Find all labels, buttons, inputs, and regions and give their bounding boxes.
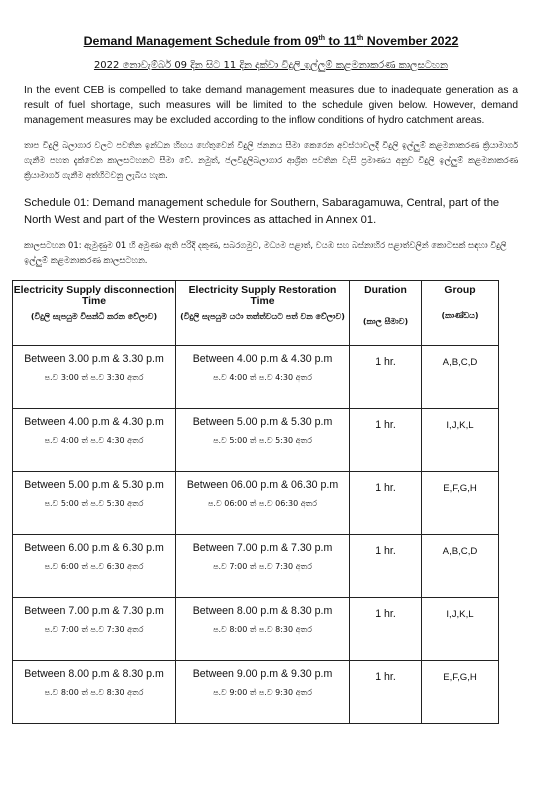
duration-value: 1 hr. bbox=[375, 545, 396, 557]
group-value: A,B,C,D bbox=[442, 546, 478, 557]
disconnection-time-en: Between 7.00 p.m & 7.30 p.m bbox=[24, 605, 164, 617]
schedule-description-si: කාලසටහන 01: ඇමුණුම 01 හි අමුණා ඇති පරිදි දකුණ, සබරගමුව, මධ්‍යම පළාත්, වයඹ සහ බස්නාහිර පළාත්වලින් කොටසක් සඳහා විදුලි ඉල්ලුම් කළමනාකරණ කාලසටහන. bbox=[24, 240, 507, 265]
disconnection-time-en: Between 6.00 p.m & 6.30 p.m bbox=[24, 542, 164, 554]
restoration-time-en: Between 5.00 p.m & 5.30 p.m bbox=[192, 416, 333, 428]
header-group bbox=[422, 281, 499, 346]
sinhala-title: 2022 නොවැම්බර් 09 දින සිට 11 දින දක්වා විදුලි ඉල්ලුම් කළමනාකරණ කාලසටහන bbox=[93, 60, 449, 71]
table-row bbox=[13, 598, 499, 661]
restoration-time-si: ප.ව 7:00 ත් ප.ව 7:30 අතර bbox=[213, 562, 312, 571]
group-cell bbox=[422, 535, 499, 598]
disconnection-time-en: Between 5.00 p.m & 5.30 p.m bbox=[24, 479, 164, 491]
restoration-time-en: Between 06.00 p.m & 06.30 p.m bbox=[186, 479, 339, 491]
restoration-time-en: Between 4.00 p.m & 4.30 p.m bbox=[192, 353, 333, 365]
restoration-cell bbox=[176, 409, 350, 472]
header-restoration-time bbox=[176, 281, 350, 346]
duration-cell bbox=[350, 409, 422, 472]
disconnection-cell bbox=[13, 598, 176, 661]
schedule-table bbox=[12, 280, 499, 724]
disconnection-time-en: Between 4.00 p.m & 4.30 p.m bbox=[24, 416, 164, 428]
disconnection-time-si: ප.ව 5:00 ත් ප.ව 5:30 අතර bbox=[44, 499, 144, 508]
duration-value: 1 hr. bbox=[375, 608, 396, 620]
schedule-description-en: Schedule 01: Demand management schedule for Southern, Sabaragamuwa, Central, part of the North West and part of the Western provinces as attached in Annex 01. bbox=[24, 197, 500, 226]
duration-cell bbox=[350, 661, 422, 724]
restoration-time-en: Between 7.00 p.m & 7.30 p.m bbox=[192, 542, 333, 554]
header-label-si: (විදුලි සැපයුම විසන්ධි කරන වේලාව) bbox=[30, 312, 158, 321]
table-header-row bbox=[13, 281, 499, 346]
intro-paragraph-si: තාප විදුලි බලාගාර වලට පවතින ඉන්ධන හිඟය හේතුවෙන් විදුලි ජනනය සීමා කෙරෙන අවස්ථාවලදී විදුලි ඉල්ලුම් කළමනාකරණ ක්‍රියාමාර්ග ගැනීම පහත දැක්වෙන කාලසටහනට සීමා වේ. නමුත්, ජලවිදුලිබලාගාර ආශ්‍රිත පවතින වැසි ප්‍රමාණය අනුව විදුලි ඉල්ලුම් කළමනාකරණ ක්‍රියාමාර්ග ගැනීම අත්හිටවනු ලැබිය හැක. bbox=[24, 140, 518, 180]
group-cell bbox=[422, 409, 499, 472]
disconnection-time-si: ප.ව 8:00 ත් ප.ව 8:30 අතර bbox=[44, 688, 144, 697]
duration-value: 1 hr. bbox=[375, 356, 396, 368]
restoration-time-en: Between 8.00 p.m & 8.30 p.m bbox=[192, 605, 333, 617]
table-row bbox=[13, 535, 499, 598]
restoration-cell bbox=[176, 598, 350, 661]
duration-cell bbox=[350, 535, 422, 598]
header-duration bbox=[350, 281, 422, 346]
document-page bbox=[13, 34, 518, 724]
header-label-si: (කාණ්ඩය) bbox=[441, 311, 479, 320]
title-part: to 11 bbox=[325, 34, 357, 48]
title-part: November 2022 bbox=[363, 34, 459, 48]
header-label: Duration bbox=[364, 285, 407, 296]
duration-value: 1 hr. bbox=[375, 671, 396, 683]
disconnection-cell bbox=[13, 409, 176, 472]
restoration-time-si: ප.ව 8:00 ත් ප.ව 8:30 අතර bbox=[213, 625, 312, 634]
group-cell bbox=[422, 661, 499, 724]
disconnection-time-en: Between 3.00 p.m & 3.30 p.m bbox=[24, 353, 164, 365]
duration-cell bbox=[350, 598, 422, 661]
restoration-cell bbox=[176, 346, 350, 409]
table-row bbox=[13, 409, 499, 472]
group-cell bbox=[422, 598, 499, 661]
duration-cell bbox=[350, 346, 422, 409]
title-part: Demand Management Schedule from 09 bbox=[83, 34, 319, 48]
disconnection-time-si: ප.ව 4:00 ත් ප.ව 4:30 අතර bbox=[44, 436, 144, 445]
restoration-time-si: ප.ව 9:00 ත් ප.ව 9:30 අතර bbox=[213, 688, 312, 697]
group-value: E,F,G,H bbox=[443, 483, 477, 494]
disconnection-time-si: ප.ව 7:00 ත් ප.ව 7:30 අතර bbox=[44, 625, 144, 634]
disconnection-cell bbox=[13, 535, 176, 598]
duration-value: 1 hr. bbox=[375, 482, 396, 494]
header-label-si: (විදුලි සැපයුම යථා තත්ත්වයට පත් වන වේලාව) bbox=[180, 312, 345, 321]
group-cell bbox=[422, 346, 499, 409]
group-value: I,J,K,L bbox=[446, 420, 474, 431]
disconnection-time-en: Between 8.00 p.m & 8.30 p.m bbox=[24, 668, 164, 680]
restoration-cell bbox=[176, 535, 350, 598]
header-disconnection-time bbox=[13, 281, 176, 346]
group-value: A,B,C,D bbox=[442, 357, 478, 368]
restoration-cell bbox=[176, 472, 350, 535]
header-label: Electricity Supply Restoration Time bbox=[188, 285, 337, 307]
table-row bbox=[13, 346, 499, 409]
table-row bbox=[13, 661, 499, 724]
restoration-time-en: Between 9.00 p.m & 9.30 p.m bbox=[192, 668, 333, 680]
restoration-time-si: ප.ව 4:00 ත් ප.ව 4:30 අතර bbox=[213, 373, 312, 382]
header-label-si: (කාල සීමාව) bbox=[362, 317, 409, 326]
group-value: I,J,K,L bbox=[446, 609, 474, 620]
title-superscript: th bbox=[318, 34, 326, 42]
disconnection-cell bbox=[13, 661, 176, 724]
restoration-time-si: ප.ව 06:00 ත් ප.ව 06:30 අතර bbox=[208, 499, 317, 508]
disconnection-cell bbox=[13, 472, 176, 535]
disconnection-cell bbox=[13, 346, 176, 409]
duration-value: 1 hr. bbox=[375, 419, 396, 431]
document-title bbox=[24, 34, 518, 48]
header-label: Electricity Supply disconnection Time bbox=[13, 285, 175, 307]
restoration-time-si: ප.ව 5:00 ත් ප.ව 5:30 අතර bbox=[213, 436, 312, 445]
restoration-cell bbox=[176, 661, 350, 724]
disconnection-time-si: ප.ව 3:00 ත් ප.ව 3:30 අතර bbox=[44, 373, 144, 382]
header-label: Group bbox=[444, 285, 476, 296]
group-cell bbox=[422, 472, 499, 535]
title-superscript: th bbox=[356, 34, 364, 42]
duration-cell bbox=[350, 472, 422, 535]
table-row bbox=[13, 472, 499, 535]
group-value: E,F,G,H bbox=[443, 672, 477, 683]
disconnection-time-si: ප.ව 6:00 ත් ප.ව 6:30 අතර bbox=[44, 562, 144, 571]
intro-paragraph-en: In the event CEB is compelled to take demand management measures due to inadequate generation as a result of fuel shortage, such measures will be limited to the schedule given below. However, demand management measures may be excluded according to the inflow conditions of hydro catchment areas. bbox=[24, 85, 518, 126]
